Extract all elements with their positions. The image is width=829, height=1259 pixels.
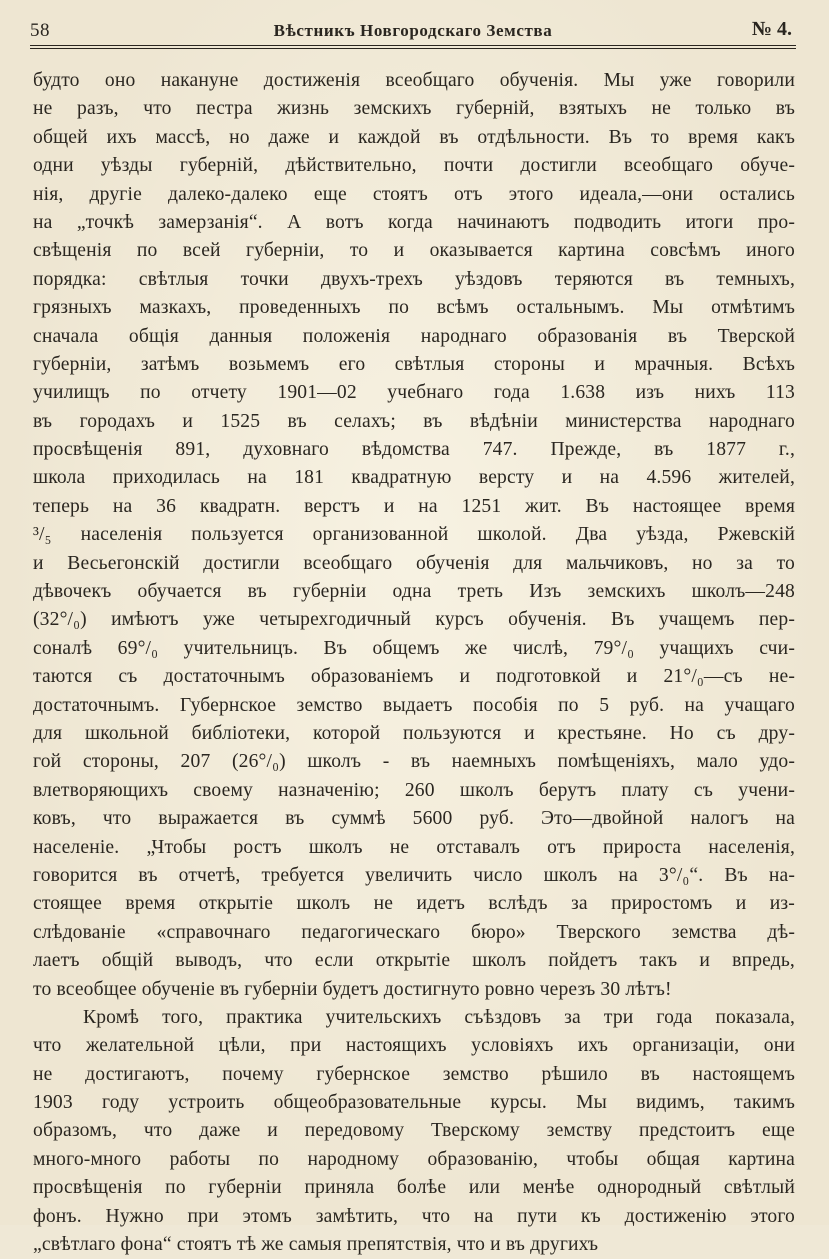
text-line: дѣвочекъ обучается въ губерніи одна треть Изъ земскихъ школъ—248 xyxy=(33,581,795,603)
page-number: 58 xyxy=(30,20,50,41)
text-line: образомъ, что даже и передовому Тверскому земству предстоитъ еще xyxy=(33,1120,795,1142)
text-line: (32°/₀) имѣютъ уже четырехгодичный курсъ обученія. Въ учащемъ пер- xyxy=(33,609,795,631)
header-rule xyxy=(30,45,796,46)
text-line: стоящее время открытіе школъ не идетъ вслѣдъ за приростомъ и из- xyxy=(33,893,795,915)
text-line: губерніи, затѣмъ возьмемъ его свѣтлыя стороны и мрачныя. Всѣхъ xyxy=(33,353,795,375)
paragraph-2 xyxy=(33,1004,795,1259)
text-line: гой стороны, 207 (26°/₀) школъ - въ наемныхъ помѣщеніяхъ, мало удо- xyxy=(33,751,795,773)
journal-title: Вѣстникъ Новгородскаго Земства xyxy=(273,21,553,40)
article-body xyxy=(33,67,795,1259)
text-line: достаточнымъ. Губернское земство выдаетъ пособія по 5 руб. на учащаго xyxy=(33,694,795,716)
text-line: будто оно накануне достиженія всеобщаго обученія. Мы уже говорили xyxy=(33,70,795,91)
text-line: говорится въ отчетѣ, требуется увеличить число школъ на 3°/₀“. Въ на- xyxy=(33,864,795,886)
text-line: ³/₅ населенія пользуется организованной школой. Два уѣзда, Ржевскій xyxy=(33,524,795,546)
text-line: слѣдованіе «справочнаго педагогическаго бюро» Тверского земства дѣ- xyxy=(33,921,795,943)
running-header xyxy=(30,18,796,48)
text-line: и Весьегонскій достигли всеобщаго обученія для мальчиковъ, но за то xyxy=(33,552,795,574)
text-line: просвѣщенія по губерніи приняла болѣе или менѣе однородный свѣтлый xyxy=(33,1177,795,1199)
text-line: не разъ, что пестра жизнь земскихъ губерній, взятыхъ не только въ xyxy=(33,98,795,120)
text-line: для школьной библіотеки, которой пользуются и крестьяне. Но съ дру- xyxy=(33,722,795,744)
text-line: много-много работы по народному образованію, чтобы общая картина xyxy=(33,1148,795,1170)
text-line: что желательной цѣли, при настоящихъ условіяхъ ихъ организаціи, они xyxy=(33,1035,795,1057)
text-line: на „точкѣ замерзанія“. А вотъ когда начинаютъ подводить итоги про- xyxy=(33,211,795,233)
text-line: общей ихъ массѣ, но даже и каждой въ отдѣльности. Въ то время какъ xyxy=(33,126,795,148)
text-line: училищъ по отчету 1901—02 учебнаго года 1.638 изъ нихъ 113 xyxy=(33,382,795,404)
issue-number: № 4. xyxy=(751,18,792,40)
text-line: ковъ, что выражается въ суммѣ 5600 руб. Это—двойной налогъ на xyxy=(33,808,795,830)
text-line: теперь на 36 квадратн. верстъ и на 1251 жит. Въ настоящее время xyxy=(33,495,795,517)
text-line: соналѣ 69°/₀ учительницъ. Въ общемъ же числѣ, 79°/₀ учащихъ счи- xyxy=(33,637,795,659)
text-line: въ городахъ и 1525 въ селахъ; въ вѣдѣніи министерства народнаго xyxy=(33,410,795,432)
text-line: школа приходилась на 181 квадратную версту и на 4.596 жителей, xyxy=(33,467,795,489)
paragraph-1 xyxy=(33,67,795,1004)
text-line: Кромѣ того, практика учительскихъ съѣздовъ за три года показала, xyxy=(83,1006,795,1028)
text-line: лаетъ общій выводъ, что если открытіе школъ пойдетъ такъ и впредь, xyxy=(33,950,795,972)
text-line: влетворяющихъ своему назначенію; 260 школъ берутъ плату съ учени- xyxy=(33,779,795,801)
header-rule-thin xyxy=(30,48,796,49)
text-line: свѣщенія по всей губерніи, то и оказывается картина совсѣмъ иного xyxy=(33,240,795,262)
text-line: 1903 году устроить общеобразовательные курсы. Мы видимъ, такимъ xyxy=(33,1092,795,1114)
text-line: просвѣщенія 891, духовнаго вѣдомства 747. Прежде, въ 1877 г., xyxy=(33,439,795,461)
text-line: то всеобщее обученіе въ губерніи будетъ достигнуто ровно черезъ 30 лѣтъ! xyxy=(33,978,672,1000)
text-line: сначала общія данныя положенія народнаго образованія въ Тверской xyxy=(33,325,795,347)
text-line: таются съ достаточнымъ образованіемъ и подготовкой и 21°/₀—съ не- xyxy=(33,666,795,688)
text-line: нія, другіе далеко-далеко еще стоятъ отъ этого идеала,—они остались xyxy=(33,183,795,205)
text-line: одни уѣзды губерній, дѣйствительно, почти достигли всеобщаго обуче- xyxy=(33,155,795,177)
text-line: „свѣтлаго фона“ стоятъ тѣ же самыя препятствія, что и въ другихъ xyxy=(33,1234,599,1256)
text-line: грязныхъ мазкахъ, проведенныхъ по всѣмъ остальнымъ. Мы отмѣтимъ xyxy=(33,297,795,319)
text-line: не достигаютъ, почему губернское земство рѣшило въ настоящемъ xyxy=(33,1063,795,1085)
text-line: населеніе. „Чтобы ростъ школъ не отставалъ отъ прироста населенія, xyxy=(33,836,795,858)
text-line: фонъ. Нужно при этомъ замѣтить, что на пути къ достиженію этого xyxy=(33,1205,795,1227)
text-line: порядка: свѣтлыя точки двухъ-трехъ уѣздовъ теряются въ темныхъ, xyxy=(33,268,795,290)
